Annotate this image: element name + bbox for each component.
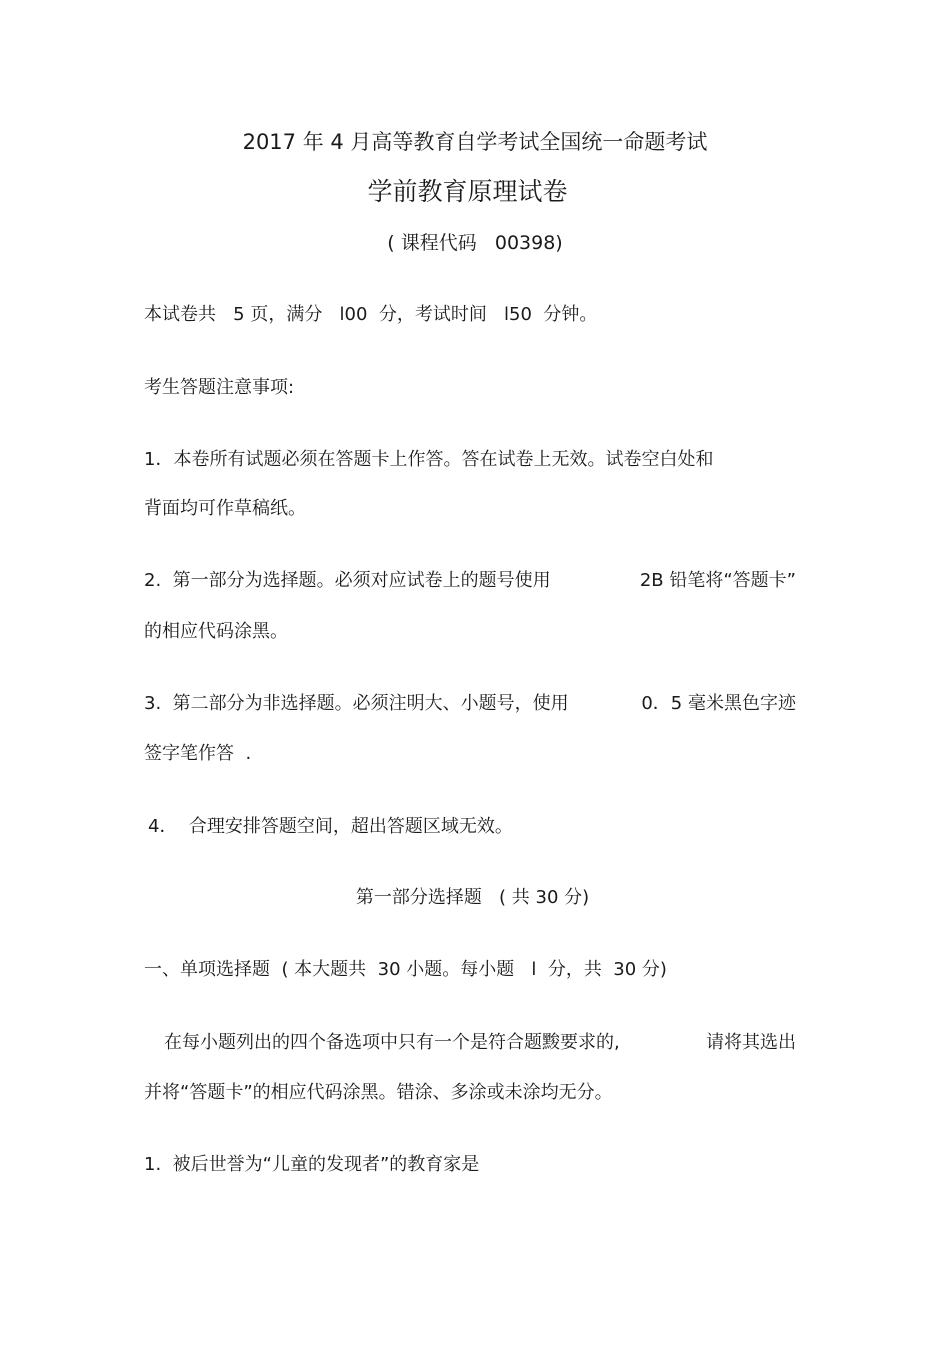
course-code: ( 课程代码 00398) xyxy=(387,232,563,254)
note-3-left: 3. 第二部分为非选择题。必须注明大、小题号，使用 xyxy=(144,693,569,714)
part-one-title: 第一部分选择题 ( 共 30 分) xyxy=(355,887,590,908)
note-3-line-2: 签字笔作答 . xyxy=(144,743,252,764)
notes-heading: 考生答题注意事项: xyxy=(144,377,295,398)
question-1: 1. 被后世誉为“儿童的发现者”的教育家是 xyxy=(144,1154,480,1175)
instruction-left: 在每小题列出的四个备选项中只有一个是符合题黢要求的, xyxy=(164,1032,620,1053)
paper-title: 学前教育原理试卷 xyxy=(367,177,568,206)
note-3-line-1 xyxy=(144,692,796,716)
note-4: 4． 合理安排答题空间，超出答题区域无效。 xyxy=(148,816,513,837)
instruction-line-2: 并将“答题卡”的相应代码涂黑。错涂、多涂或未涂均无分。 xyxy=(144,1082,613,1103)
note-1-line-2: 背面均可作草稿纸。 xyxy=(144,498,306,519)
exam-title: 2017 年 4 月高等教育自学考试全国统一命题考试 xyxy=(242,130,708,154)
instruction-line-1 xyxy=(164,1031,796,1055)
note-2-line-2: 的相应代码涂黑。 xyxy=(144,621,288,642)
instruction-right: 请将其选出 xyxy=(706,1032,796,1053)
note-1-line-1: 1．本卷所有试题必须在答题卡上作答。答在试卷上无效。试卷空白处和 xyxy=(144,449,714,470)
note-2-line-1 xyxy=(144,569,796,593)
note-2-right: 2B 铅笔将“答题卡” xyxy=(639,570,796,591)
exam-summary: 本试卷共 5 页，满分 l00 分，考试时间 l50 分钟。 xyxy=(144,304,598,325)
section-heading: 一、单项选择题 ( 本大题共 30 小题。每小题 l 分，共 30 分) xyxy=(144,959,667,980)
note-2-left: 2. 第一部分为选择题。必须对应试卷上的题号使用 xyxy=(144,570,551,591)
note-3-right: 0．5 毫米黑色字迹 xyxy=(641,693,796,714)
